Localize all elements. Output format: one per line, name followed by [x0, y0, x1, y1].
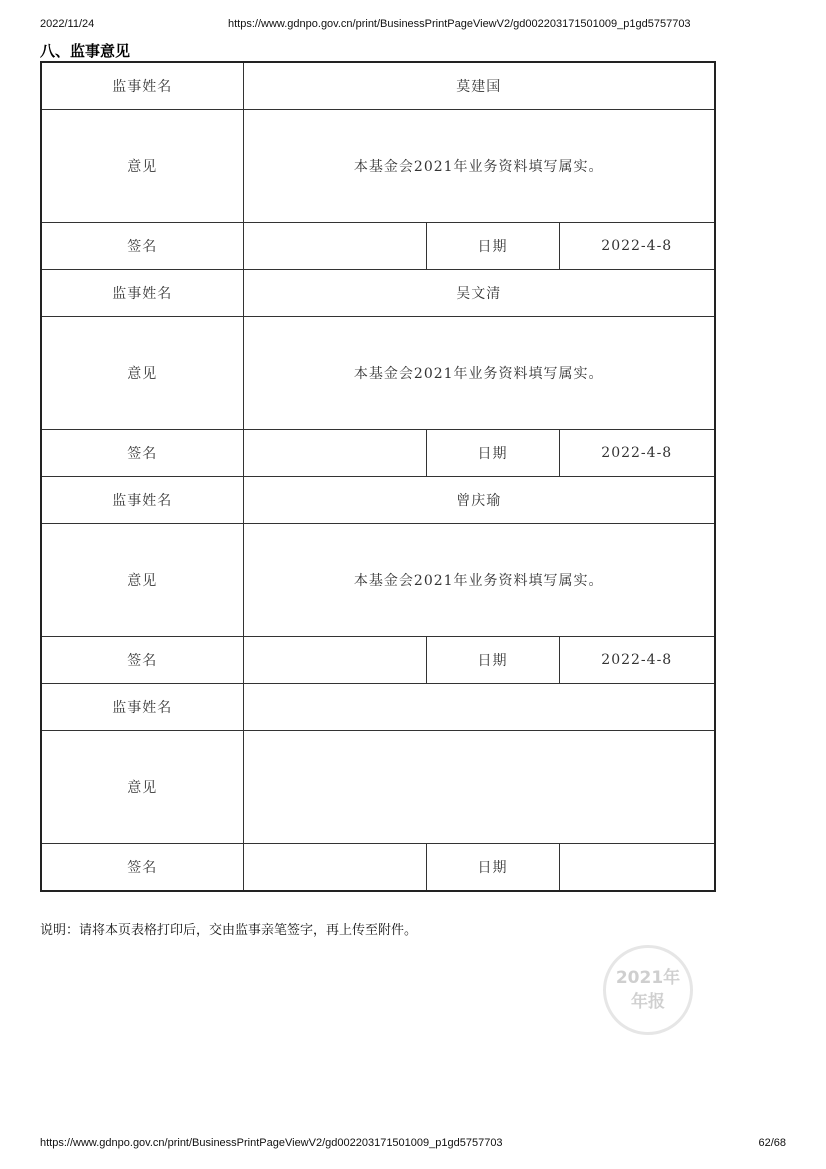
name-label: 监事姓名: [41, 62, 243, 110]
supervisor-name: 莫建国: [243, 62, 715, 110]
supervisor-3-opinion-row: [41, 524, 715, 637]
name-label: 监事姓名: [41, 477, 243, 524]
date-label: 日期: [426, 844, 559, 892]
supervisor-1-signature-row: [41, 223, 715, 270]
page-number: 62/68: [758, 1137, 786, 1149]
footer-url: https://www.gdnpo.gov.cn/print/BusinessPrintPageViewV2/gd002203171501009_p1gd5757703: [40, 1137, 503, 1149]
supervisor-3-signature-row: [41, 637, 715, 684]
opinion-label: 意见: [41, 524, 243, 637]
supervisor-opinion: 本基金会2021年业务资料填写属实。: [243, 524, 715, 637]
date-label: 日期: [426, 637, 559, 684]
supervisor-opinion: 本基金会2021年业务资料填写属实。: [243, 110, 715, 223]
supervisor-1-opinion-row: [41, 110, 715, 223]
stamp-line-1: 2021年: [615, 968, 681, 988]
signature-date: 2022-4-8: [559, 223, 715, 270]
signature-cell: [243, 430, 426, 477]
signature-cell: [243, 223, 426, 270]
supervisor-name: [243, 684, 715, 731]
signature-label: 签名: [41, 844, 243, 892]
signature-date: 2022-4-8: [559, 637, 715, 684]
print-date: 2022/11/24: [40, 18, 95, 30]
signature-date: [559, 844, 715, 892]
stamp-line-2: 年报: [631, 992, 665, 1012]
opinion-label: 意见: [41, 317, 243, 430]
supervisor-2-opinion-row: [41, 317, 715, 430]
supervisor-name: 曾庆瑜: [243, 477, 715, 524]
supervisor-opinion-table: [40, 61, 716, 892]
supervisor-1-name-row: [41, 62, 715, 110]
section-title: 八、监事意见: [40, 42, 131, 60]
signature-label: 签名: [41, 637, 243, 684]
opinion-label: 意见: [41, 110, 243, 223]
supervisor-name: 吴文清: [243, 270, 715, 317]
supervisor-2-name-row: [41, 270, 715, 317]
opinion-label: 意见: [41, 731, 243, 844]
signature-cell: [243, 844, 426, 892]
date-label: 日期: [426, 430, 559, 477]
supervisor-opinion: 本基金会2021年业务资料填写属实。: [243, 317, 715, 430]
supervisor-4-signature-row: [41, 844, 715, 892]
name-label: 监事姓名: [41, 684, 243, 731]
signature-label: 签名: [41, 430, 243, 477]
supervisor-opinion: [243, 731, 715, 844]
signature-cell: [243, 637, 426, 684]
signature-date: 2022-4-8: [559, 430, 715, 477]
name-label: 监事姓名: [41, 270, 243, 317]
supervisor-3-name-row: [41, 477, 715, 524]
date-label: 日期: [426, 223, 559, 270]
instruction-note: 说明：请将本页表格打印后，交由监事亲笔签字，再上传至附件。: [40, 923, 418, 938]
supervisor-2-signature-row: [41, 430, 715, 477]
supervisor-4-name-row: [41, 684, 715, 731]
supervisor-4-opinion-row: [41, 731, 715, 844]
signature-label: 签名: [41, 223, 243, 270]
annual-report-stamp: [603, 945, 693, 1035]
print-url: https://www.gdnpo.gov.cn/print/BusinessPrintPageViewV2/gd002203171501009_p1gd5757703: [228, 18, 691, 30]
